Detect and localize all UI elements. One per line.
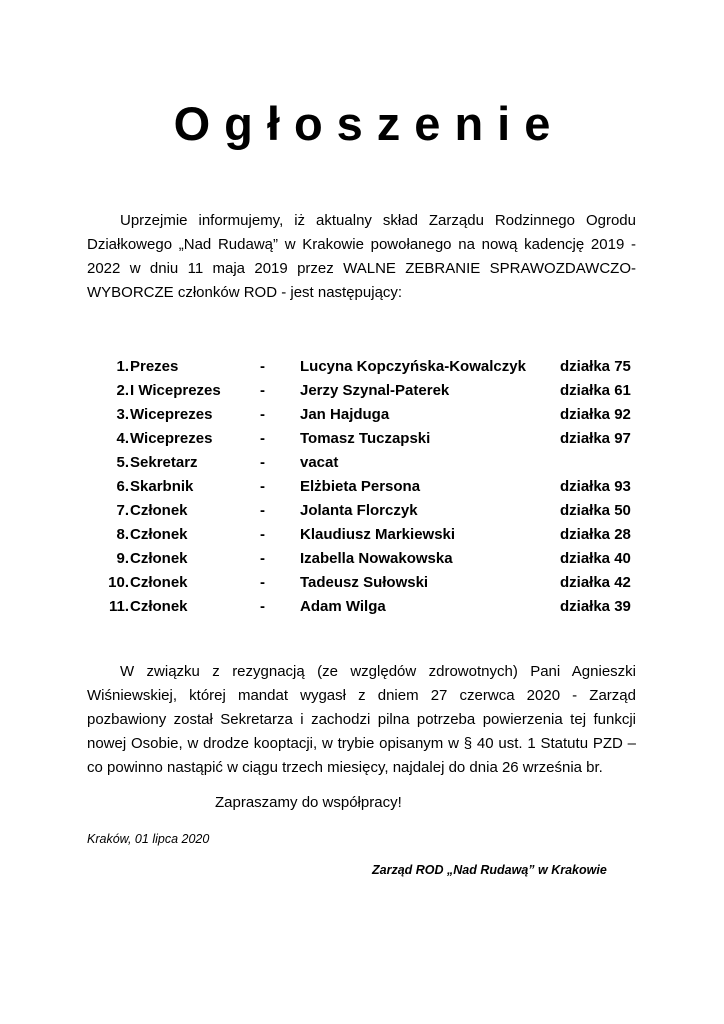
item-name: Tomasz Tuczapski (300, 430, 431, 447)
item-role: Wiceprezes (130, 406, 213, 423)
item-number: 7. (116, 502, 129, 519)
item-role: Wiceprezes (130, 430, 213, 447)
intro-paragraph (87, 209, 636, 305)
item-number: 3. (116, 406, 129, 423)
item-role: Skarbnik (130, 478, 194, 495)
list-item (87, 547, 647, 571)
item-role: Członek (130, 502, 188, 519)
item-role: Prezes (130, 358, 179, 375)
item-number: 4. (116, 430, 129, 447)
item-plot: działka 75 (560, 358, 631, 375)
item-name: Klaudiusz Markiewski (300, 526, 456, 543)
item-name: Elżbieta Persona (300, 478, 421, 495)
list-item (87, 595, 647, 619)
item-name: Adam Wilga (300, 598, 386, 615)
item-name: vacat (300, 454, 339, 471)
board-list (87, 355, 647, 619)
item-dash: - (260, 574, 265, 591)
item-name: Lucyna Kopczyńska-Kowalczyk (300, 358, 526, 375)
item-dash: - (260, 454, 265, 471)
item-name: Izabella Nowakowska (300, 550, 453, 567)
item-role: Członek (130, 526, 188, 543)
item-name: Jan Hajduga (300, 406, 390, 423)
item-plot: działka 93 (560, 478, 631, 495)
list-item (87, 499, 647, 523)
item-number: 2. (116, 382, 129, 399)
item-dash: - (260, 550, 265, 567)
item-number: 9. (116, 550, 129, 567)
item-dash: - (260, 382, 265, 399)
item-number: 10. (108, 574, 129, 591)
item-dash: - (260, 478, 265, 495)
list-item (87, 475, 647, 499)
item-dash: - (260, 526, 265, 543)
resignation-paragraph (87, 660, 636, 780)
item-role: I Wiceprezes (130, 382, 221, 399)
item-dash: - (260, 598, 265, 615)
item-number: 5. (116, 454, 129, 471)
item-name: Tadeusz Sułowski (300, 574, 429, 591)
list-item (87, 379, 647, 403)
place-date: Kraków, 01 lipca 2020 (87, 832, 210, 846)
item-plot: działka 50 (560, 502, 631, 519)
item-plot: działka 39 (560, 598, 631, 615)
item-number: 1. (116, 358, 129, 375)
list-item (87, 355, 647, 379)
list-item (87, 571, 647, 595)
item-plot: działka 40 (560, 550, 631, 567)
item-plot: działka 42 (560, 574, 631, 591)
signature: Zarząd ROD „Nad Rudawą” w Krakowie (372, 863, 607, 877)
item-dash: - (260, 406, 265, 423)
item-role: Członek (130, 598, 188, 615)
item-number: 11. (108, 598, 129, 615)
item-dash: - (260, 430, 265, 447)
list-item (87, 451, 647, 475)
item-role: Członek (130, 550, 188, 567)
item-plot: działka 28 (560, 526, 631, 543)
item-role: Członek (130, 574, 188, 591)
item-dash: - (260, 358, 265, 375)
intro-text: Uprzejmie informujemy, iż aktualny skład Zarządu Rodzinnego Ogrodu Działkowego „Nad Rudawą” w Krakowie powołanego na nową kadencję 2019 - 2022 w dniu 11 maja 2019 przez WALNE ZEBRANIE SPRAWOZDAWCZO-WYBORCZE członków ROD - jest następujący: (87, 212, 636, 301)
list-item (87, 427, 647, 451)
item-plot: działka 61 (560, 382, 631, 399)
item-role: Sekretarz (130, 454, 198, 471)
item-name: Jolanta Florczyk (300, 502, 418, 519)
item-plot: działka 97 (560, 430, 631, 447)
list-item (87, 523, 647, 547)
item-number: 8. (116, 526, 129, 543)
item-name: Jerzy Szynal-Paterek (300, 382, 450, 399)
item-number: 6. (116, 478, 129, 495)
resignation-text: W związku z rezygnacją (ze względów zdrowotnych) Pani Agnieszki Wiśniewskiej, której mandat wygasł z dniem 27 czerwca 2020 - Zarząd pozbawiony został Sekretarza i zachodzi pilna potrzeba powierzenia tej funkcji nowej Osobie, w drodze kooptacji, w trybie opisanym w § 40 ust. 1 Statutu PZD – co powinno nastąpić w ciągu trzech miesięcy, najdalej do dnia 26 września br. (87, 663, 636, 776)
page-title: Ogłoszenie (173, 97, 565, 150)
item-plot: działka 92 (560, 406, 631, 423)
list-item (87, 403, 647, 427)
item-dash: - (260, 502, 265, 519)
invitation-text: Zapraszamy do współpracy! (215, 794, 402, 811)
